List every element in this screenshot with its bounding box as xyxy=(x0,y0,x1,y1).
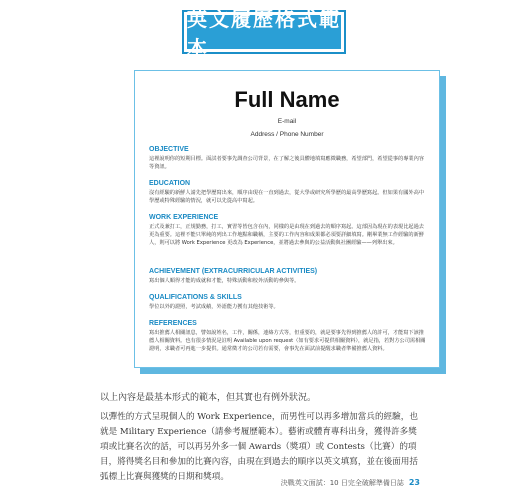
section-title: OBJECTIVE xyxy=(149,146,189,153)
section-title: WORK EXPERIENCE xyxy=(149,214,219,221)
section-body: 這裡說明你的短期目標。面試者要事先調查公司背景，在了解之後具體地填寫應徵職務，希望部門，希望從事的專業內容等資訊。 xyxy=(149,156,424,170)
banner-title: 英文履歷格式範本 xyxy=(187,7,341,60)
resume-name: Full Name xyxy=(234,87,340,112)
resume-template-card xyxy=(134,70,440,368)
section-title: REFERENCES xyxy=(149,320,197,327)
section-references xyxy=(149,319,429,353)
section-achievement xyxy=(149,267,429,285)
title-banner xyxy=(182,7,346,60)
caption-text: 以上內容是最基本形式的範本，但其實也有例外狀況。 xyxy=(100,393,317,403)
resume-address: Address / Phone Number xyxy=(250,131,324,138)
body-paragraph: 以彈性的方式呈現個人的 Work Experience，而男性可以再多增加當兵的經驗，也就是 Military Experience（請參考履歷範本）。藝術或體育專科出身，獲得許多獎項或比賽名次的話，可以再另外多一個 Awards（獎項）或 Contests（比賽）的項目，將得獎名目和參加的比賽內容，由現在到過去的順序以英文填寫，並在後面用括弧標上比賽與獲獎的日期和獎項。 xyxy=(100,412,418,482)
section-title: QUALIFICATIONS & SKILLS xyxy=(149,294,242,301)
section-body: 寫出個人順得才能的成就和才能，特殊活動和校外活動的參與等。 xyxy=(149,278,300,284)
resume-email: E-mail xyxy=(277,118,297,125)
section-body: 寫出推薦人相關訊息，譬如說姓名，工作，關係，連絡方式等，但重要的，就是要事先得到推薦人的許可，才能寫下該推薦人相關資料。也有很多情況是註明 Available upon request（如有要求可提供相關資料），就足指，若對方公司需相關證明，求職者可再進一步提供。通常徵才的公司若有需要，會事先在面試前提醒求職者準備推薦人資料。 xyxy=(149,330,426,352)
section-education xyxy=(149,179,429,205)
section-title: ACHIEVEMENT (EXTRACURRICULAR ACTIVITIES) xyxy=(149,268,318,275)
book-title: 決戰英文面試：10 日完全破解準備日誌 xyxy=(280,479,404,487)
section-body: 沒有經驗的新鮮人請先把學歷寫出來，順序由現在一直到過去，從大學或研究所學歷的最高學歷寫起。但如果有國外高中學歷或特殊經驗的情況，就可以先從高中寫起。 xyxy=(149,190,424,204)
page-footer xyxy=(281,478,420,488)
section-objective xyxy=(149,145,429,171)
section-body: 正式及兼打工，正規勤務，打工，實習等皆包含在內，同樣的是由現在到過去的順序寫起。這部因為現在的表現比起過去更為重要。這裡不能只單純的列出工作地點和職稱，主要的工作內容和成果都必須要詳細填寫。剛畢業無工作經驗的新鮮人，則可以將 Work Experience 更改為 Experience，並將過去參與的公益活動與社團經驗——列舉出來。 xyxy=(149,224,424,246)
page-number: 23 xyxy=(408,478,420,487)
section-qualifications xyxy=(149,293,429,311)
section-title: EDUCATION xyxy=(149,180,191,187)
section-body: 學位以外的證照，考試成績，外語能力獲有其他技術等。 xyxy=(149,304,279,310)
section-work-experience xyxy=(149,213,429,247)
